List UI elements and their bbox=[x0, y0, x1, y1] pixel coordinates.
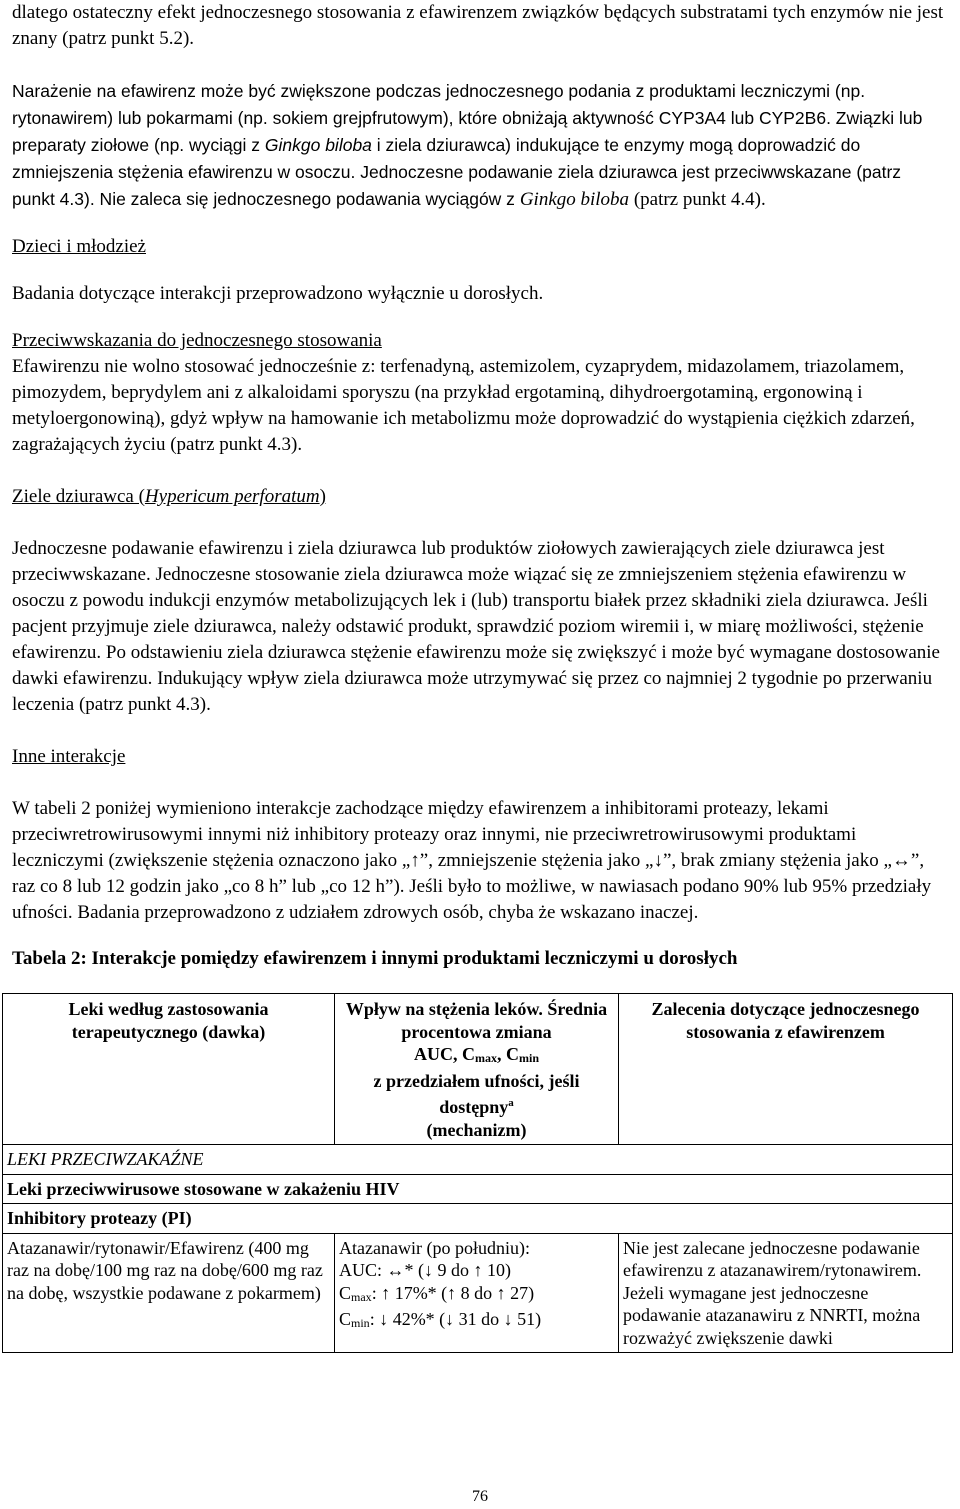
paragraph-children: Badania dotyczące interakcji przeprowadzono wyłącznie u dorosłych. bbox=[12, 283, 544, 304]
document-page bbox=[7, 0, 948, 1353]
header-col-effect bbox=[335, 994, 619, 1145]
table-row-anti-infective bbox=[3, 1145, 953, 1175]
ginkgo-term-1: Ginkgo biloba bbox=[264, 135, 372, 155]
table-caption: Tabela 2: Interakcje pomiędzy efawirenzem i innymi produktami leczniczymi u dorosłych bbox=[12, 948, 738, 969]
header-col-recommendation-label: Zalecenia dotyczące jednoczesnego stosowania z efawirenzem bbox=[651, 999, 920, 1042]
header-ci-line bbox=[339, 1070, 614, 1119]
heading-children: Dzieci i młodzież bbox=[12, 236, 146, 257]
effect-cmax-val: : ↑ 17%* (↑ 8 do ↑ 27) bbox=[371, 1282, 535, 1303]
cell-drug: Atazanawir/rytonawir/Efawirenz (400 mg raz na dobę/100 mg raz na dobę/600 mg raz na dobę, wszystkie podawane z pokarmem) bbox=[3, 1233, 335, 1353]
cell-effect bbox=[335, 1233, 619, 1353]
header-mechanism: (mechanizm) bbox=[426, 1119, 527, 1140]
header-auc: AUC, C bbox=[413, 1044, 475, 1064]
paragraph-contraindications: Efawirenzu nie wolno stosować jednocześnie z: terfenadyną, astemizolem, cyzaprydem, midazolamem, triazolamem, pimozydem, beprydylem ani z alkaloidami sporyszu (na przykład ergotaminą, dihydroergotaminą, ergonowiną i metyloergonowiną), gdyż wpływ na hamowanie ich metabolizmu może doprowadzić do wystąpienia ciężkich zdarzeń, zagrażających życiu (patrz punkt 4.3). bbox=[12, 356, 915, 455]
header-auc-line bbox=[339, 1043, 614, 1070]
category-anti-infective: LEKI PRZECIWZAKAŹNE bbox=[3, 1145, 953, 1175]
exposure-text-2: i ziela dziurawca) indukujące te enzymy mogą doprowadzić do zmniejszenia stężenia efawirenzu w osoczu. Jednoczesne podawanie ziela dziurawca jest przeciwwskazane (patrz punkt 4.3). Nie zaleca się jednoczesnego podawania wyciągów z bbox=[12, 135, 902, 209]
header-ci-footnote: a bbox=[508, 1097, 514, 1109]
table-row-hiv bbox=[3, 1174, 953, 1204]
header-col-drugs-label: Leki według zastosowania terapeutycznego (dawka) bbox=[68, 999, 269, 1042]
table-header-row bbox=[3, 994, 953, 1145]
header-max-sub: max bbox=[474, 1051, 497, 1065]
paragraph-st-johns-wort: Jednoczesne podawanie efawirenzu i ziela dziurawca lub produktów ziołowych zawierających ziele dziurawca jest przeciwwskazane. Jednoczesne stosowanie ziela dziurawca może wiązać się ze zmniejszeniem stężenia efawirenzu w osoczu z powodu indukcji enzymów metabolizujących lek i (lub) transportu białek przez składniki ziela dziurawca. Jeśli pacjent przyjmuje ziele dziurawca, należy odstawić produkt, sprawdzić poziom wiremii i, w miarę możliwości, stężenie efawirenzu. Po odstawieniu ziela dziurawca stężenie efawirenzu może się zwiększyć i może być wymagane dostosowanie dawki efawirenzu. Indukujący wpływ ziela dziurawca może utrzymywać się przez co najmniej 2 tygodnie po przerwaniu leczenia (patrz punkt 4.3). bbox=[12, 538, 940, 715]
effect-atazanavir: Atazanawir (po południu): bbox=[339, 1237, 530, 1258]
paragraph-other-interactions: W tabeli 2 poniżej wymieniono interakcje zachodzące między efawirenzem a inhibitorami proteazy, lekami przeciwretrowirusowymi innymi niż inhibitory proteazy oraz innymi, nie przeciwretrowirusowymi produktami leczniczymi (zwiększenie stężenia oznaczono jako „↑”, zmniejszenie stężenia jako „↓”, brak zmiany stężenia jako „↔”, raz co 8 lub 12 godzin jako „co 8 h” lub „co 12 h”). Jeśli było to możliwe, w nawiasach podano 90% lub 95% przedziały ufności. Badania przeprowadzono z udziałem zdrowych osób, chyba że wskazano inaczej. bbox=[12, 798, 932, 923]
effect-cmax-sub: max bbox=[351, 1289, 372, 1304]
category-protease-inhibitors: Inhibitory proteazy (PI) bbox=[3, 1204, 953, 1234]
effect-cmin-c: C bbox=[339, 1309, 352, 1329]
header-min-sub: min bbox=[518, 1051, 539, 1065]
header-sep: , C bbox=[496, 1044, 519, 1064]
paragraph-top: dlatego ostateczny efekt jednoczesnego stosowania z efawirenzem związków będących substratami tych enzymów nie jest znany (patrz punkt 5.2). bbox=[12, 2, 944, 49]
page-number: 76 bbox=[472, 1488, 488, 1505]
header-col-effect-label: Wpływ na stężenia leków. Średnia procentowa zmiana bbox=[345, 999, 608, 1042]
effect-cmax-c: C bbox=[339, 1282, 352, 1303]
cell-recommendation: Nie jest zalecane jednoczesne podawanie efawirenzu z atazanawirem/rytonawirem. Jeżeli wymagane jest jednoczesne podawanie atazanawiru z NNRTI, można rozważyć zwiększenie dawki bbox=[619, 1233, 953, 1353]
heading-other-interactions: Inne interakcje bbox=[12, 746, 126, 767]
header-col-recommendation bbox=[619, 994, 953, 1145]
st-johns-heading-latin: Hypericum perforatum bbox=[144, 486, 320, 507]
st-johns-heading-a: Ziele dziurawca ( bbox=[12, 486, 145, 507]
exposure-text-3: (patrz punkt 4.4). bbox=[629, 189, 766, 210]
heading-contraindications: Przeciwwskazania do jednoczesnego stosowania bbox=[12, 330, 382, 351]
heading-st-johns-wort bbox=[12, 484, 948, 510]
effect-cmin-val: : ↓ 42%* (↓ 31 do ↓ 51) bbox=[369, 1309, 542, 1329]
st-johns-heading-b: ) bbox=[319, 486, 326, 507]
table-row-pi bbox=[3, 1204, 953, 1234]
effect-cmax bbox=[339, 1282, 614, 1309]
ginkgo-term-2: Ginkgo biloba bbox=[519, 189, 630, 210]
effect-cmin-sub: min bbox=[351, 1316, 370, 1330]
category-hiv-antivirals: Leki przeciwwirusowe stosowane w zakażeniu HIV bbox=[3, 1174, 953, 1204]
paragraph-exposure bbox=[12, 78, 948, 213]
exposure-text-1: Narażenie na efawirenz może być zwiększone podczas jednoczesnego podania z produktami leczniczymi (np. rytonawirem) lub pokarmami (np. sokiem grejpfrutowym), które obniżają aktywność CYP3A4 lub CYP2B6. Związki lub preparaty ziołowe (np. wyciągi z bbox=[12, 81, 923, 155]
interactions-table bbox=[2, 993, 953, 1353]
effect-auc: AUC: ↔* (↓ 9 do ↑ 10) bbox=[339, 1260, 511, 1280]
table-row-atazanavir bbox=[3, 1233, 953, 1353]
header-col-drugs bbox=[3, 994, 335, 1145]
effect-cmin bbox=[339, 1308, 614, 1335]
header-ci: z przedziałem ufności, jeśli dostępny bbox=[373, 1070, 580, 1117]
